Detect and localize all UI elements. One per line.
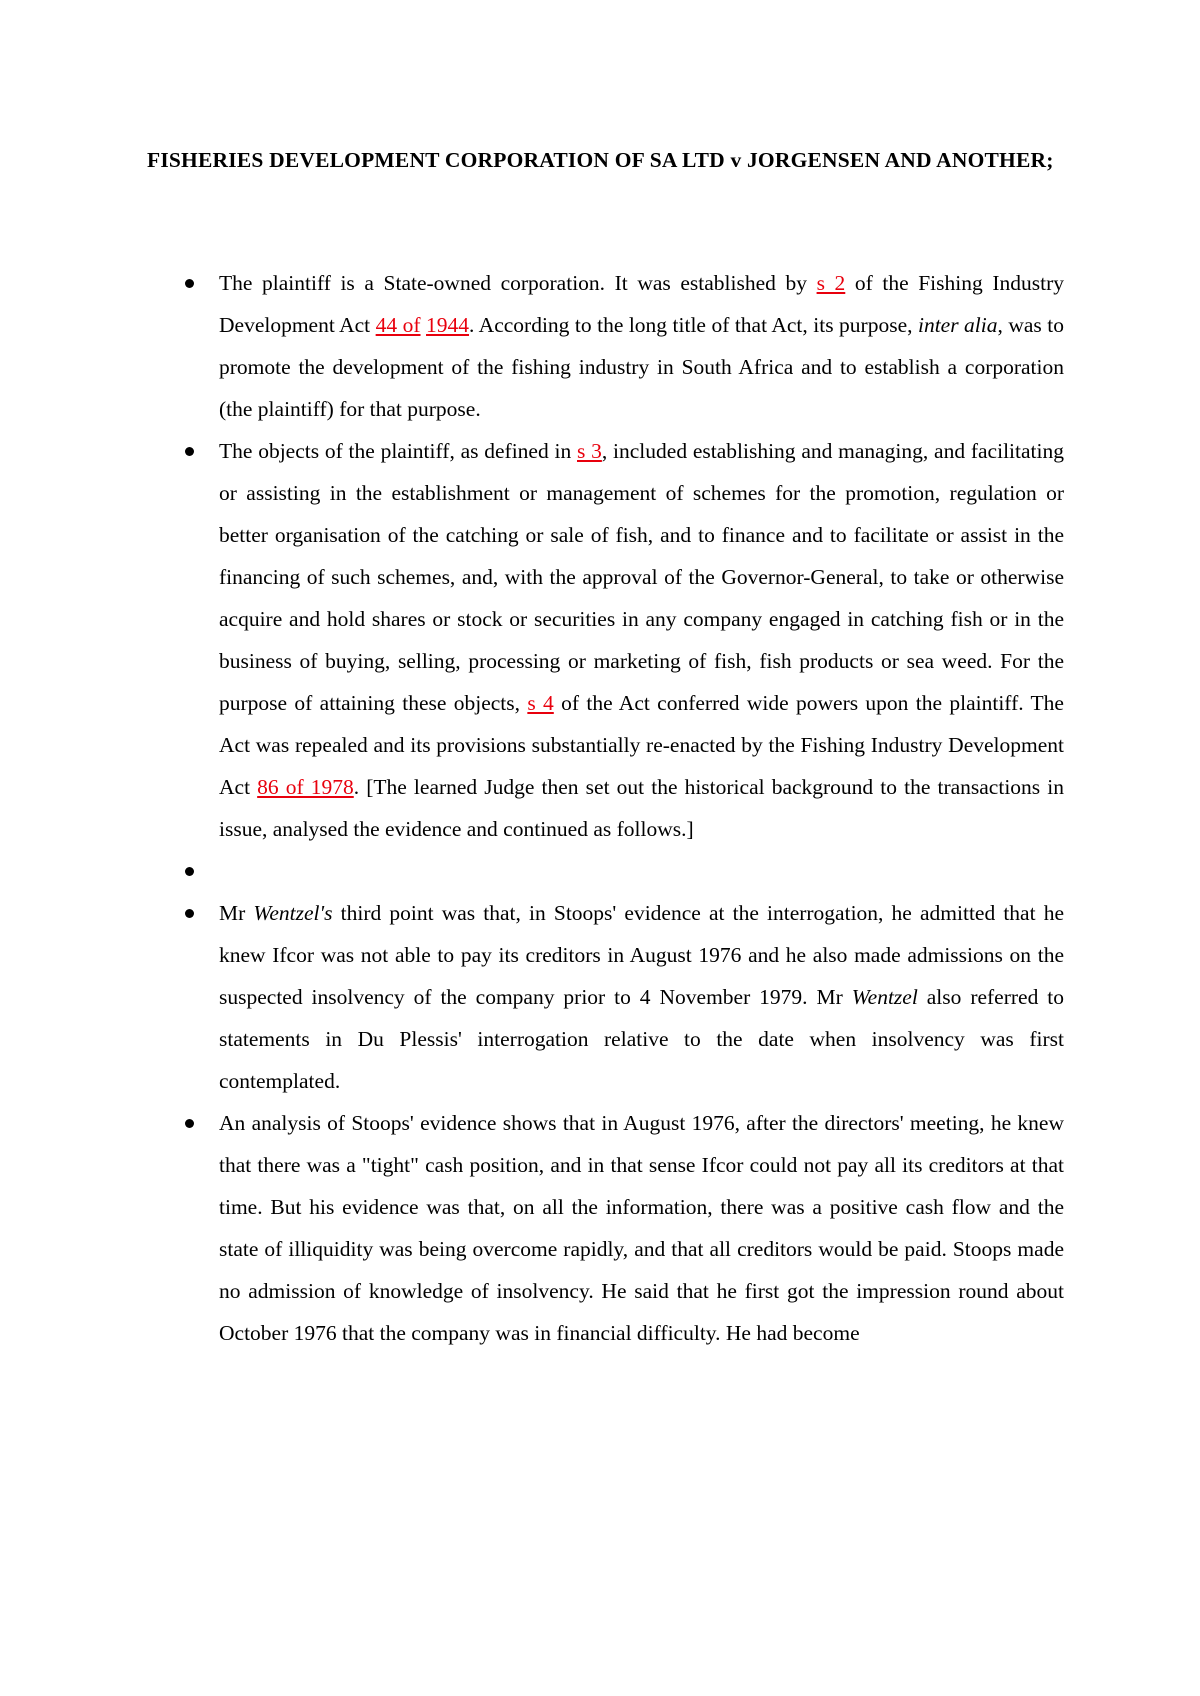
text-run: Mr [219, 901, 254, 925]
act-year-link[interactable]: 1944 [426, 313, 470, 337]
italic-name: Wentzel [851, 985, 918, 1009]
bullet-icon [185, 867, 194, 876]
list-item [147, 430, 1064, 850]
list-item-empty [147, 850, 1064, 892]
bullet-icon [185, 909, 194, 918]
bullet-icon [185, 447, 194, 456]
text-run: also referred to statements in Du Plessis' interrogation relative to the date when insolvency was first contemplated. [219, 985, 1065, 1093]
italic-name: Wentzel's [253, 901, 333, 925]
paragraph-list [147, 262, 1064, 1354]
list-item [147, 892, 1064, 1102]
text-run: The plaintiff is a State-owned corporation. It was established by [219, 271, 817, 295]
document-page [147, 140, 1064, 1354]
case-title: FISHERIES DEVELOPMENT CORPORATION OF SA LTD v JORGENSEN AND ANOTHER; [147, 148, 1054, 172]
text-run: An analysis of Stoops' evidence shows that in August 1976, after the directors' meeting, he knew that there was a "tight" cash position, and in that sense Ifcor could not pay all its creditors at that time. But his evidence was that, on all the information, there was a positive cash flow and the state of illiquidity was being overcome rapidly, and that all creditors would be paid. Stoops made no admission of knowledge of insolvency. He said that he first got the impression round about October 1976 that the company was in financial difficulty. He had become [219, 1111, 1064, 1345]
text-run: , was to promote the development of the fishing industry in South Africa and to establish a corporation (the plaintiff) for that purpose. [219, 313, 1064, 421]
list-item [147, 262, 1064, 430]
text-run: of the Act conferred wide powers upon the plaintiff. The Act was repealed and its provisions substantially re-enacted by the Fishing Industry Development Act [219, 691, 1064, 799]
list-item [147, 1102, 1064, 1354]
text-run: . According to the long title of that Act, its purpose, [469, 313, 918, 337]
section-link-s2[interactable]: s 2 [816, 271, 846, 295]
text-run: third point was that, in Stoops' evidence at the interrogation, he admitted that he knew Ifcor was not able to pay its creditors in August 1976 and he also made admissions on the suspected insolvency of the company prior to 4 November 1979. Mr [219, 901, 1065, 1009]
section-link-s4[interactable]: s 4 [527, 691, 554, 715]
section-link-s3[interactable]: s 3 [577, 439, 602, 463]
text-run: . [The learned Judge then set out the historical background to the transactions in issue, analysed the evidence and continued as follows.] [219, 775, 1064, 841]
text-run: , included establishing and managing, and facilitating or assisting in the establishment or management of schemes for the promotion, regulation or better organisation of the catching or sale of fish, and to finance and to facilitate or assist in the financing of such schemes, and, with the approval of the Governor-General, to take or otherwise acquire and hold shares or stock or securities in any company engaged in catching fish or in the business of buying, selling, processing or marketing of fish, fish products or sea weed. For the purpose of attaining these objects, [219, 439, 1064, 715]
text-run: The objects of the plaintiff, as defined in [219, 439, 577, 463]
act-1978-link[interactable]: 86 of 1978 [257, 775, 354, 799]
bullet-icon [185, 1119, 194, 1128]
bullet-icon [185, 279, 194, 288]
italic-term: inter alia [917, 313, 998, 337]
text-run: of the Fishing Industry Development Act [219, 271, 1064, 337]
act-number-link[interactable]: 44 of [375, 313, 421, 337]
